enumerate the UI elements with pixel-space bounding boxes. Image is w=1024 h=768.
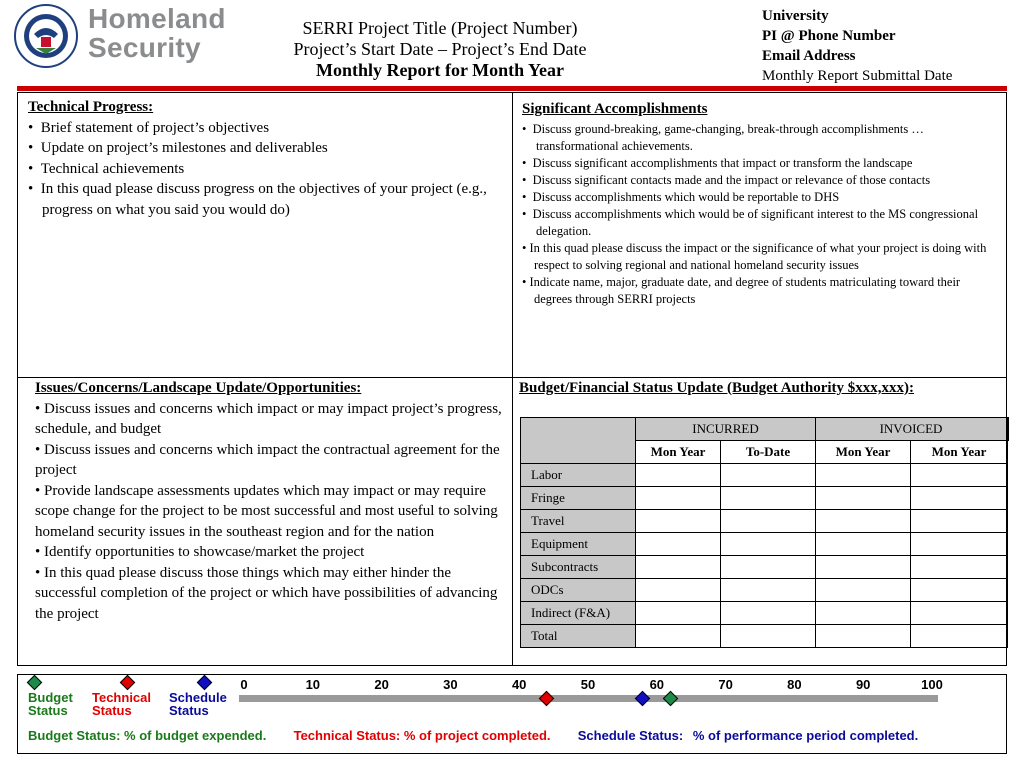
amount-cell[interactable]: [911, 487, 1008, 510]
amount-cell[interactable]: [636, 533, 721, 556]
amount-cell[interactable]: [636, 625, 721, 648]
amount-cell[interactable]: [911, 602, 1008, 625]
scale-tick-label: 20: [374, 677, 389, 692]
list-item: • Discuss significant accomplishments that impact or transform the landscape: [522, 156, 913, 170]
budget-legend: Budget Status: % of budget expended.: [28, 728, 267, 743]
contact-info: [762, 6, 952, 86]
amount-cell[interactable]: [721, 625, 816, 648]
amount-cell[interactable]: [721, 510, 816, 533]
amount-cell[interactable]: [816, 487, 911, 510]
row-label: Total: [521, 625, 636, 648]
scale-tick-label: 60: [649, 677, 665, 692]
scale-tick-label: 70: [718, 677, 733, 692]
list-item: • Discuss ground-breaking, game-changing, break-through accomplishments … transformational achievements.: [522, 122, 924, 153]
table-row: [521, 510, 1008, 533]
subheader-cell: Mon Year: [911, 441, 1008, 464]
amount-cell[interactable]: [816, 602, 911, 625]
list-item: • In this quad please discuss the impact or the significance of what your project is doing with respect to solving regional and national homeland security issues: [522, 241, 987, 272]
progress-track: [239, 695, 938, 702]
list-item: • Update on project’s milestones and deliverables: [28, 140, 328, 156]
amount-cell[interactable]: [816, 625, 911, 648]
invoiced-header: INVOICED: [816, 418, 1008, 441]
technical-status-label: Technical Status: [92, 690, 152, 718]
amount-cell[interactable]: [636, 510, 721, 533]
amount-cell[interactable]: [721, 556, 816, 579]
email-address: Email Address: [762, 48, 856, 64]
subheader-cell: Mon Year: [636, 441, 721, 464]
row-label: Labor: [521, 464, 636, 487]
scale-tick-label: 10: [305, 677, 321, 692]
amount-cell[interactable]: [816, 510, 911, 533]
amount-cell[interactable]: [636, 487, 721, 510]
row-label: Indirect (F&A): [521, 602, 636, 625]
amount-cell[interactable]: [816, 579, 911, 602]
list-item: • Discuss significant contacts made and the impact or relevance of those contacts: [522, 173, 931, 187]
table-row: [521, 533, 1008, 556]
issues-quad: [17, 377, 513, 666]
list-item: • Identify opportunities to showcase/market the project: [35, 544, 365, 560]
amount-cell[interactable]: [816, 533, 911, 556]
amount-cell[interactable]: [721, 533, 816, 556]
dhs-seal-logo: [14, 4, 78, 68]
submittal-date: Monthly Report Submittal Date: [762, 68, 953, 84]
amount-cell[interactable]: [911, 579, 1008, 602]
homeland-security-wordmark: [88, 4, 226, 62]
amount-cell[interactable]: [721, 579, 816, 602]
table-row: [521, 602, 1008, 625]
row-label: Travel: [521, 510, 636, 533]
budget-title: Budget/Financial Status Update (Budget Authority $xxx,xxx):: [519, 380, 915, 396]
row-label: Subcontracts: [521, 556, 636, 579]
corner-cell: [521, 418, 636, 464]
list-item: • Discuss issues and concerns which impact or may impact project’s progress, schedule, and budget: [35, 400, 502, 437]
accomplishments-quad: [512, 92, 1007, 378]
row-label: Equipment: [521, 533, 636, 556]
pi-phone: PI @ Phone Number: [762, 28, 896, 44]
list-item: • In this quad please discuss those things which may either hinder the successful completion of the project or which have possibilities of advancing the project: [35, 564, 498, 622]
table-row: [521, 464, 1008, 487]
table-header-row: [521, 418, 1008, 441]
subheader-cell: Mon Year: [816, 441, 911, 464]
incurred-header: INCURRED: [636, 418, 816, 441]
amount-cell[interactable]: [636, 602, 721, 625]
list-item: • Brief statement of project’s objectives: [28, 119, 270, 136]
list-item: • Technical achievements: [28, 160, 185, 177]
amount-cell[interactable]: [911, 625, 1008, 648]
university-name: University: [762, 8, 829, 24]
scale-tick-label: 50: [580, 677, 596, 692]
scale-tick-label: 80: [787, 677, 802, 692]
amount-cell[interactable]: [721, 602, 816, 625]
scale-tick-label: 90: [855, 677, 871, 692]
amount-cell[interactable]: [636, 556, 721, 579]
technical-progress-quad: [17, 92, 513, 378]
report-header: [240, 18, 640, 81]
wordmark-line2: Security: [88, 32, 201, 63]
list-item: • Discuss issues and concerns which impact the contractual agreement for the project: [35, 441, 500, 478]
row-label: ODCs: [521, 579, 636, 602]
budget-table: [520, 417, 1009, 648]
scale-tick-label: 0: [240, 677, 248, 692]
table-row: [521, 487, 1008, 510]
amount-cell[interactable]: [911, 556, 1008, 579]
table-row: [521, 625, 1008, 648]
technical-legend: Technical Status: % of project completed.: [293, 728, 551, 743]
schedule-legend-key: Schedule Status:: [577, 728, 684, 743]
amount-cell[interactable]: [911, 533, 1008, 556]
amount-cell[interactable]: [816, 464, 911, 487]
amount-cell[interactable]: [816, 556, 911, 579]
scale-tick-label: 100: [921, 677, 943, 692]
schedule-status-label: Schedule Status: [169, 690, 227, 718]
header-divider: [17, 86, 1007, 91]
list-item: • Discuss accomplishments which would be reportable to DHS: [522, 190, 840, 204]
scale-tick-label: 40: [511, 677, 527, 692]
issues-title: Issues/Concerns/Landscape Update/Opportunities:: [35, 380, 362, 396]
amount-cell[interactable]: [636, 579, 721, 602]
wordmark-line1: Homeland: [88, 3, 226, 34]
technical-progress-title: Technical Progress:: [28, 99, 154, 115]
list-item: • Provide landscape assessments updates which may impact or may require scope change for the project to be most successful and most useful to solving homeland security issues in the southeast region and for the nation: [35, 482, 498, 540]
amount-cell[interactable]: [636, 464, 721, 487]
row-label: Fringe: [521, 487, 636, 510]
table-row: [521, 556, 1008, 579]
project-dates: Project’s Start Date – Project’s End Date: [293, 39, 587, 59]
report-month: Monthly Report for Month Year: [316, 60, 564, 80]
amount-cell[interactable]: [911, 510, 1008, 533]
list-item: • Indicate name, major, graduate date, and degree of students matriculating toward their degrees through SERRI projects: [522, 275, 961, 306]
amount-cell[interactable]: [911, 464, 1008, 487]
schedule-legend-value: % of performance period completed.: [692, 728, 919, 743]
list-item: • Discuss accomplishments which would be of significant interest to the MS congressional delegation.: [522, 207, 979, 238]
status-legend: [28, 728, 1003, 743]
amount-cell[interactable]: [721, 464, 816, 487]
subheader-cell: To-Date: [721, 441, 816, 464]
project-title: SERRI Project Title (Project Number): [302, 18, 578, 38]
table-row: [521, 579, 1008, 602]
list-item: • In this quad please discuss progress on the objectives of your project (e.g., progress on what you said you would do): [28, 181, 487, 218]
budget-status-label: Budget Status: [28, 690, 73, 718]
amount-cell[interactable]: [721, 487, 816, 510]
scale-tick-label: 30: [443, 677, 458, 692]
accomplishments-title: Significant Accomplishments: [522, 101, 708, 117]
